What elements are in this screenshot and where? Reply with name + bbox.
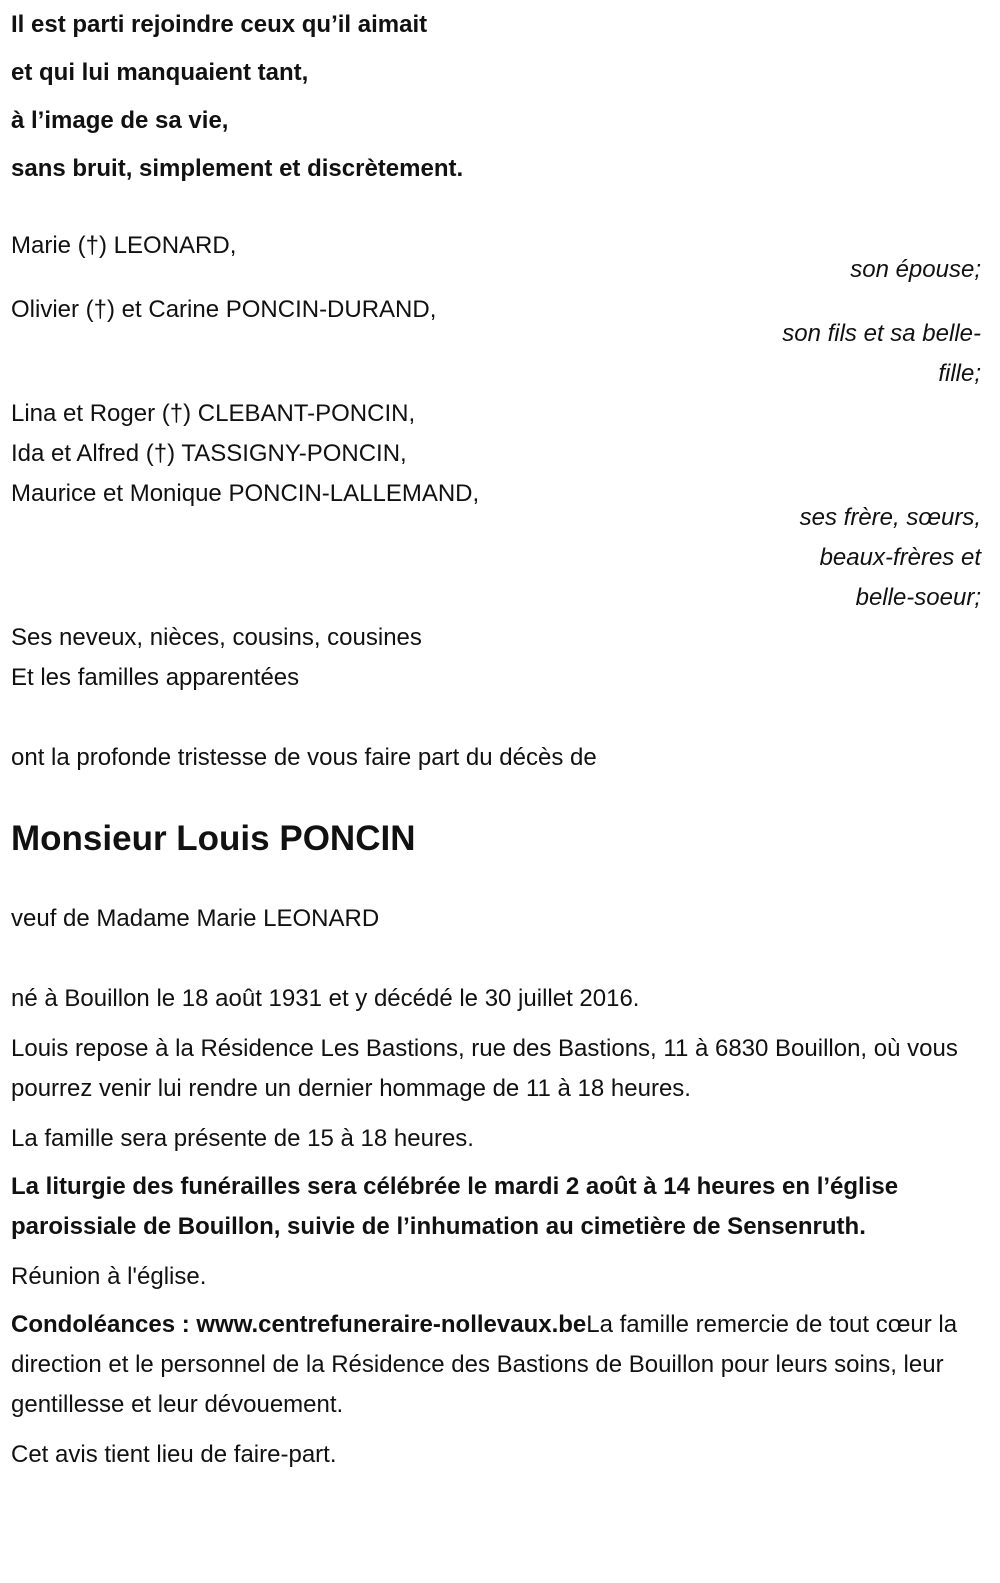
family-relation: son fils et sa belle-fille;: [782, 320, 981, 387]
thanks: La famille remercie de tout cœur la direction et le personnel de la Résidence des Bastions de Bouillon pour leurs soins, leur gentillesse et leur dévouement.: [11, 1311, 958, 1418]
others: [11, 618, 981, 698]
deceased-name: Monsieur Louis PONCIN: [11, 819, 416, 858]
rest-location: Louis repose à la Résidence Les Bastions, rue des Bastions, 11 à 6830 Bouillon, où vous pourrez venir lui rendre un dernier hommage de 11 à 18 heures.: [11, 1035, 958, 1102]
condolences: [11, 1305, 981, 1425]
obituary: [11, 0, 981, 1475]
others-line: Ses neveux, nièces, cousins, cousines: [11, 624, 422, 651]
poem-line: sans bruit, simplement et discrètement.: [11, 155, 464, 182]
family-names: Lina et Roger (†) CLEBANT-PONCIN,: [11, 400, 416, 427]
closing: Cet avis tient lieu de faire-part.: [11, 1441, 337, 1468]
meeting: Réunion à l'église.: [11, 1263, 207, 1290]
family-group: [11, 226, 981, 290]
liturgy: La liturgie des funérailles sera célébrée le mardi 2 août à 14 heures en l’église paroissiale de Bouillon, suivie de l’inhumation au cimetière de Sensenruth.: [11, 1173, 899, 1240]
family-group: [11, 290, 981, 394]
poem-line: à l’image de sa vie,: [11, 107, 229, 134]
family-names: Ida et Alfred (†) TASSIGNY-PONCIN,: [11, 440, 407, 467]
family-relation: son épouse;: [850, 256, 981, 283]
others-line: Et les familles apparentées: [11, 664, 300, 691]
birth-death: né à Bouillon le 18 août 1931 et y décédé le 30 juillet 2016.: [11, 985, 640, 1012]
family-names: Maurice et Monique PONCIN-LALLEMAND,: [11, 480, 480, 507]
family-relation: ses frère, sœurs, beaux-frères et belle-soeur;: [799, 504, 981, 611]
family-presence: La famille sera présente de 15 à 18 heures.: [11, 1125, 474, 1152]
poem-line: et qui lui manquaient tant,: [11, 59, 309, 86]
widower: veuf de Madame Marie LEONARD: [11, 905, 380, 932]
poem-line: Il est parti rejoindre ceux qu’il aimait: [11, 11, 428, 38]
family-names: Olivier (†) et Carine PONCIN-DURAND,: [11, 296, 437, 323]
poem: [11, 1, 981, 193]
announcement: ont la profonde tristesse de vous faire part du décès de: [11, 744, 597, 771]
family-group: [11, 394, 981, 618]
condolences-link[interactable]: Condoléances : www.centrefuneraire-nollevaux.be: [11, 1311, 587, 1338]
family-names: Marie (†) LEONARD,: [11, 232, 237, 259]
